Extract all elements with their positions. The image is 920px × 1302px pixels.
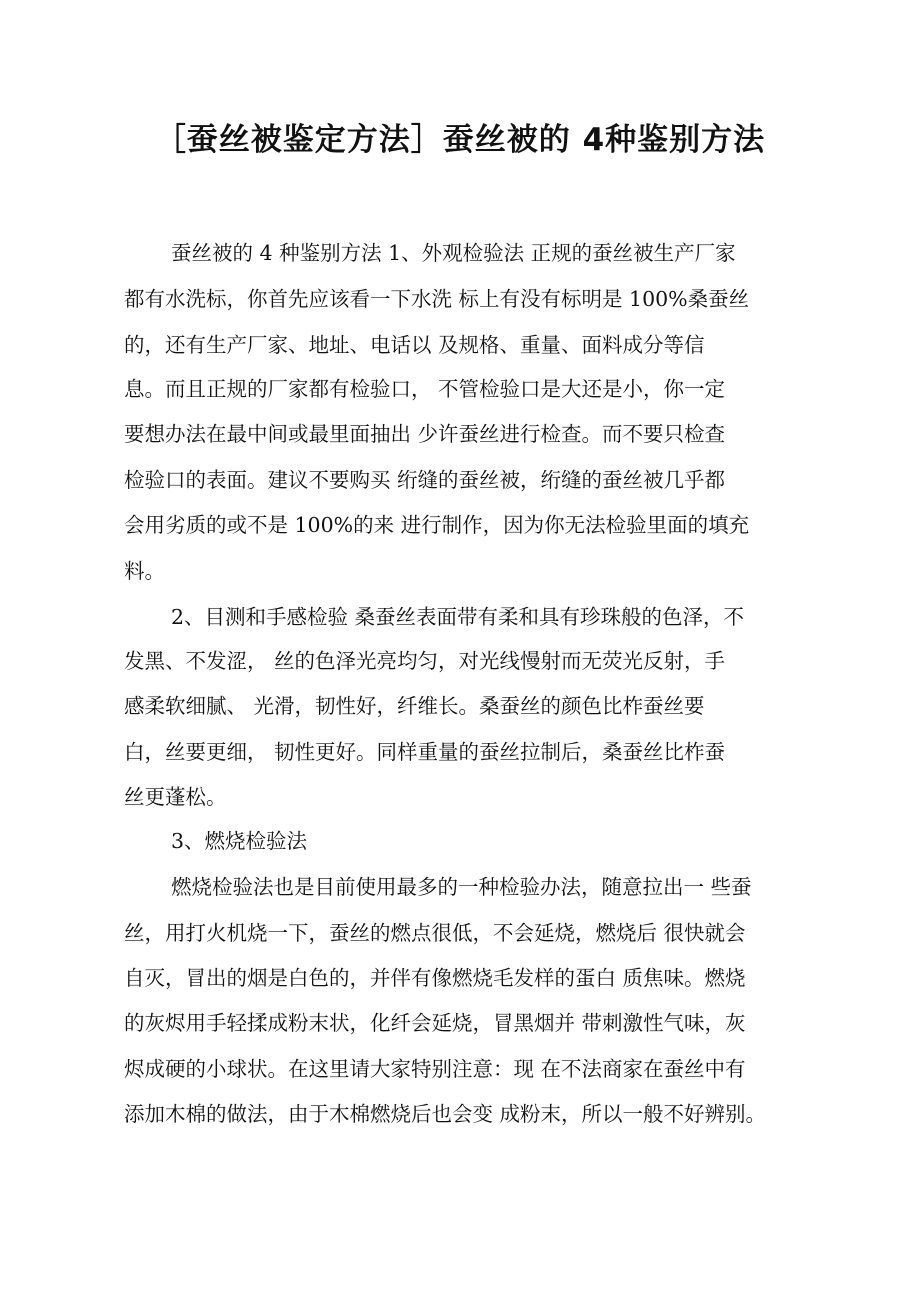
paragraph-line: 会用劣质的或不是 100%的来 进行制作，因为你无法检验里面的填充 bbox=[124, 513, 750, 537]
paragraph-line: 都有水洗标，你首先应该看一下水洗 标上有没有标明是 100%桑蚕丝 bbox=[124, 287, 750, 311]
paragraph-line: 添加木棉的做法，由于木棉燃烧后也会变 成粉末，所以一般不好辨别。 bbox=[124, 1102, 767, 1126]
paragraph-line: 自灭，冒出的烟是白色的，并伴有像燃烧毛发样的蛋白 质焦味。燃烧 bbox=[124, 966, 746, 990]
paragraph-line: 检验口的表面。建议不要购买 绗缝的蚕丝被，绗缝的蚕丝被几乎都 bbox=[124, 468, 726, 492]
document-title: ［蚕丝被鉴定方法］蚕丝被的 4种鉴别方法 bbox=[154, 122, 766, 158]
paragraph-line: 要想办法在最中间或最里面抽出 少许蚕丝进行检查。而不要只检查 bbox=[124, 422, 726, 446]
section-heading: 3、燃烧检验法 bbox=[171, 829, 308, 853]
paragraph-line: 燃烧检验法也是目前使用最多的一种检验办法，随意拉出一 些蚕 bbox=[171, 875, 752, 899]
paragraph-line: 白，丝要更细， 韧性更好。同样重量的蚕丝拉制后，桑蚕丝比柞蚕 bbox=[124, 740, 726, 764]
paragraph-line: 蚕丝被的 4 种鉴别方法 1、外观检验法 正规的蚕丝被生产厂家 bbox=[171, 241, 736, 265]
paragraph-line: 发黑、不发涩， 丝的色泽光亮均匀，对光线慢射而无荧光反射，手 bbox=[124, 649, 726, 673]
paragraph-line: 料。 bbox=[124, 559, 165, 583]
paragraph-line: 感柔软细腻、 光滑，韧性好，纤维长。桑蚕丝的颜色比柞蚕丝要 bbox=[124, 694, 705, 718]
paragraph-line: 丝，用打火机烧一下，蚕丝的燃点很低，不会延烧，燃烧后 很快就会 bbox=[124, 921, 746, 945]
paragraph-line: 2、目测和手感检验 桑蚕丝表面带有柔和具有珍珠般的色泽，不 bbox=[171, 605, 745, 629]
paragraph-line: 息。而且正规的厂家都有检验口， 不管检验口是大还是小，你一定 bbox=[124, 377, 726, 401]
paragraph-line: 丝更蓬松。 bbox=[124, 785, 227, 809]
paragraph-line: 烬成硬的小球状。在这里请大家特别注意：现 在不法商家在蚕丝中有 bbox=[124, 1057, 746, 1081]
paragraph-line: 的灰烬用手轻揉成粉末状，化纤会延烧，冒黑烟并 带刺激性气味，灰 bbox=[124, 1011, 746, 1035]
paragraph-line: 的，还有生产厂家、地址、电话以 及规格、重量、面料成分等信 bbox=[124, 333, 705, 357]
